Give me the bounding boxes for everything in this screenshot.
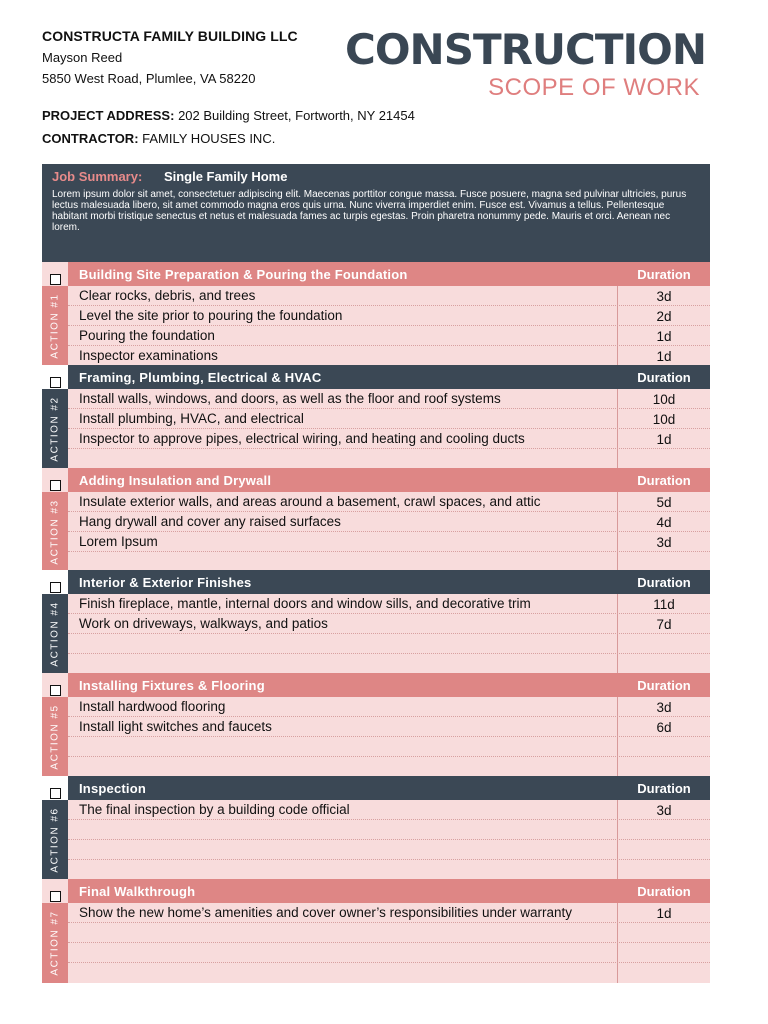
task-row (68, 429, 710, 449)
section-checkbox[interactable] (50, 788, 61, 799)
task-duration (617, 840, 710, 859)
project-address-value: 202 Building Street, Fortworth, NY 21454 (178, 108, 415, 123)
task-duration (617, 860, 710, 880)
contractor-label: CONTRACTOR: (42, 131, 139, 146)
task-duration: 2d (617, 306, 710, 325)
task-row (68, 840, 710, 860)
logo-subtitle: SCOPE OF WORK (488, 74, 700, 101)
task-text (68, 757, 617, 777)
section-checkbox[interactable] (50, 891, 61, 902)
project-info (42, 108, 415, 154)
job-summary (42, 164, 710, 262)
task-text: Install walls, windows, and doors, as well as the floor and roof systems (79, 391, 501, 406)
job-summary-text: Lorem ipsum dolor sit amet, consectetuer adipiscing elit. Maecenas porttitor congue massa. Fusce posuere, magna sed pulvinar ultricies, purus lectus malesuada libero, sit amet commodo magna eros quis urna. Nunc viverra imperdiet enim. Fusce est. Vivamus a tellus. Pellentesque habitant morbi tristique senectus et netus et malesuada fames ac turpis egestas. Proin pharetra nonummy pede. Mauris et orci. Aenean nec lorem. (52, 189, 687, 233)
section-header (42, 673, 710, 697)
task-text (68, 654, 617, 674)
task-rows (68, 286, 710, 366)
contractor (42, 131, 415, 146)
task-row (68, 512, 710, 532)
section-header (42, 262, 710, 286)
task-text: Level the site prior to pouring the foundation (79, 308, 343, 323)
action-label-bar (42, 286, 68, 366)
task-duration (617, 963, 710, 983)
section-title: Building Site Preparation & Pouring the Foundation (79, 266, 408, 282)
task-duration (617, 737, 710, 756)
job-summary-label: Job Summary: (52, 169, 143, 184)
task-duration (617, 757, 710, 777)
checkbox-cell (42, 879, 68, 903)
task-duration (617, 943, 710, 962)
task-duration: 5d (617, 492, 710, 511)
task-duration (617, 449, 710, 469)
checkbox-cell (42, 776, 68, 800)
action-label: ACTION #5 (49, 704, 61, 770)
task-text: Install plumbing, HVAC, and electrical (79, 411, 304, 426)
checkbox-cell (42, 570, 68, 594)
task-row (68, 306, 710, 326)
task-row (68, 717, 710, 737)
action-label-bar (42, 800, 68, 880)
task-text (68, 840, 617, 859)
task-row (68, 326, 710, 346)
section-title: Installing Fixtures & Flooring (79, 677, 265, 693)
section-body (42, 903, 710, 983)
action-label: ACTION #6 (49, 807, 61, 873)
duration-header: Duration (637, 780, 691, 796)
task-row (68, 903, 710, 923)
section-checkbox[interactable] (50, 274, 61, 285)
task-row (68, 389, 710, 409)
task-row (68, 923, 710, 943)
task-text: Hang drywall and cover any raised surfaces (79, 514, 341, 529)
task-text (68, 943, 617, 962)
task-text: Inspector examinations (79, 348, 218, 363)
company-address: 5850 West Road, Plumlee, VA 58220 (42, 71, 256, 86)
task-rows (68, 594, 710, 674)
section-body (42, 594, 710, 674)
task-text: The final inspection by a building code official (79, 802, 350, 817)
action-label: ACTION #1 (49, 293, 61, 359)
checkbox-cell (42, 365, 68, 389)
section-header (42, 776, 710, 800)
task-text: Show the new home’s amenities and cover owner’s responsibilities under warranty (79, 905, 573, 920)
task-duration: 10d (617, 389, 710, 408)
action-label: ACTION #4 (49, 601, 61, 667)
task-text: Insulate exterior walls, and areas around a basement, crawl spaces, and attic (79, 494, 541, 509)
task-duration: 3d (617, 697, 710, 716)
action-label: ACTION #2 (49, 396, 61, 462)
task-row (68, 594, 710, 614)
task-duration: 1d (617, 326, 710, 345)
task-row (68, 449, 710, 469)
task-row (68, 614, 710, 634)
task-row (68, 697, 710, 717)
duration-header: Duration (637, 266, 691, 282)
company-name: CONSTRUCTA FAMILY BUILDING LLC (42, 28, 298, 44)
task-duration (617, 654, 710, 674)
task-row (68, 800, 710, 820)
task-row (68, 286, 710, 306)
company-info (42, 28, 298, 92)
task-rows (68, 389, 710, 469)
action-section-5 (42, 673, 710, 777)
task-row (68, 492, 710, 512)
task-duration: 7d (617, 614, 710, 633)
task-duration (617, 923, 710, 942)
task-duration: 1d (617, 346, 710, 366)
logo-title: CONSTRUCTION (345, 25, 706, 74)
task-rows (68, 492, 710, 572)
task-duration (617, 820, 710, 839)
action-section-6 (42, 776, 710, 880)
section-checkbox[interactable] (50, 480, 61, 491)
action-section-4 (42, 570, 710, 674)
section-checkbox[interactable] (50, 377, 61, 388)
action-label: ACTION #3 (49, 499, 61, 565)
task-text (68, 860, 617, 880)
job-summary-value: Single Family Home (163, 169, 288, 184)
task-row (68, 346, 710, 366)
task-text: Inspector to approve pipes, electrical wiring, and heating and cooling ducts (79, 431, 525, 446)
task-row (68, 552, 710, 572)
task-text (68, 552, 617, 572)
logo (345, 25, 706, 102)
section-title: Final Walkthrough (79, 883, 196, 899)
action-label-bar (42, 697, 68, 777)
action-label-bar (42, 903, 68, 983)
task-row (68, 654, 710, 674)
task-duration: 1d (617, 429, 710, 448)
action-label-bar (42, 389, 68, 469)
duration-header: Duration (637, 677, 691, 693)
project-address-label: PROJECT ADDRESS: (42, 108, 175, 123)
task-duration: 10d (617, 409, 710, 428)
task-text (68, 923, 617, 942)
section-header (42, 365, 710, 389)
task-text (68, 634, 617, 653)
duration-header: Duration (637, 574, 691, 590)
task-row (68, 860, 710, 880)
task-row (68, 409, 710, 429)
section-title: Inspection (79, 780, 147, 796)
section-header (42, 879, 710, 903)
section-checkbox[interactable] (50, 582, 61, 593)
section-body (42, 389, 710, 469)
task-duration: 6d (617, 717, 710, 736)
action-section-3 (42, 468, 710, 572)
job-summary-header (52, 169, 700, 184)
action-label-bar (42, 492, 68, 572)
task-duration (617, 552, 710, 572)
contractor-value: FAMILY HOUSES INC. (142, 131, 276, 146)
task-rows (68, 903, 710, 983)
action-label: ACTION #7 (49, 910, 61, 976)
section-body (42, 800, 710, 880)
checkbox-cell (42, 673, 68, 697)
task-rows (68, 697, 710, 777)
duration-header: Duration (637, 369, 691, 385)
task-text: Install hardwood flooring (79, 699, 226, 714)
task-text: Finish fireplace, mantle, internal doors and window sills, and decorative trim (79, 596, 531, 611)
task-text (68, 963, 617, 983)
action-section-1 (42, 262, 710, 366)
task-text: Pouring the foundation (79, 328, 215, 343)
section-title: Framing, Plumbing, Electrical & HVAC (79, 369, 322, 385)
task-row (68, 532, 710, 552)
section-title: Interior & Exterior Finishes (79, 574, 252, 590)
section-header (42, 468, 710, 492)
section-body (42, 697, 710, 777)
task-duration: 3d (617, 800, 710, 819)
project-address (42, 108, 415, 123)
section-checkbox[interactable] (50, 685, 61, 696)
section-header (42, 570, 710, 594)
task-row (68, 737, 710, 757)
task-duration: 3d (617, 532, 710, 551)
checkbox-cell (42, 262, 68, 286)
task-text (68, 449, 617, 469)
task-row (68, 757, 710, 777)
task-duration: 3d (617, 286, 710, 305)
task-text (68, 820, 617, 839)
action-section-2 (42, 365, 710, 469)
section-title: Adding Insulation and Drywall (79, 472, 272, 488)
task-row (68, 963, 710, 983)
task-text: Work on driveways, walkways, and patios (79, 616, 328, 631)
task-text (68, 737, 617, 756)
task-row (68, 820, 710, 840)
checkbox-cell (42, 468, 68, 492)
task-duration: 4d (617, 512, 710, 531)
duration-header: Duration (637, 883, 691, 899)
action-section-7 (42, 879, 710, 983)
task-rows (68, 800, 710, 880)
task-text: Clear rocks, debris, and trees (79, 288, 256, 303)
company-contact: Mayson Reed (42, 50, 123, 65)
section-body (42, 492, 710, 572)
task-text: Install light switches and faucets (79, 719, 272, 734)
task-duration (617, 634, 710, 653)
task-duration: 11d (617, 594, 710, 613)
section-body (42, 286, 710, 366)
duration-header: Duration (637, 472, 691, 488)
task-row (68, 943, 710, 963)
action-label-bar (42, 594, 68, 674)
task-row (68, 634, 710, 654)
task-text: Lorem Ipsum (79, 534, 158, 549)
task-duration: 1d (617, 903, 710, 922)
